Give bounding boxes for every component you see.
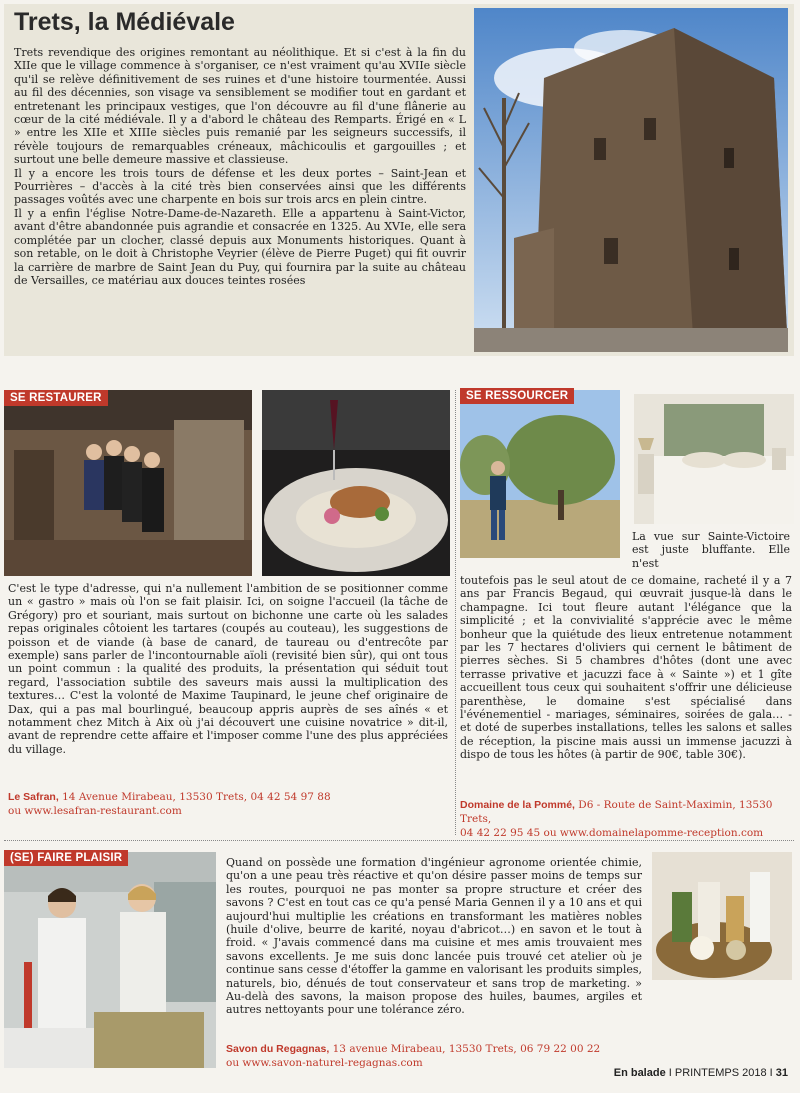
restaurant-name: Le Safran, (8, 791, 59, 803)
article-paragraph: Il y a encore les trois tours de défense et les deux portes – Saint-Jean et Pourrières – d'accès à la cité très bien conservées ainsi que les différents passages voûtés avec une charpente en bois sur trois arcs en plein cintre. (14, 166, 466, 207)
dish-photo (262, 390, 450, 576)
domaine-text: toutefois pas le seul atout de ce domaine, racheté il y a 7 ans par Francis Begaud, qui œuvrait jusque-là dans le champagne. Ici tout fleure autant l'élégance que la simplicité ; et la convivialité s'apprécie avec le même bonheur que la quiétude des lieux entretenue notamment par les 7 hectares d'oliviers qui cernent le bâtiment de pierres sèches. Si 5 chambres d'hôtes (dont une avec terrasse privative et jacuzzi face à « Sainte ») et 1 gîte accueillent tous ceux qui souhaitent s'offrir une délicieuse parenthèse, le domaine s'est spécialisé dans l'événementiel - mariages, séminaires, soirées de gala… - et doté de superbes installations, telles les salons et salles de réception, la piscine mais aussi un immense jacuzzi à dispo de tous les hôtes (à partir de 90€, table 30€). (460, 574, 792, 762)
domaine-text-side: La vue sur Sainte-Victoire est juste bluffante. Elle n'est (632, 530, 790, 570)
section-divider (4, 840, 794, 841)
soap-makers-photo (4, 852, 216, 1068)
savon-address-line: 13 avenue Mirabeau, 13530 Trets, 06 79 22 00 22 (329, 1043, 601, 1055)
article-body (14, 46, 466, 287)
domaine-address-line: D6 - Route de Saint-Maximin, 13530 Trets, (460, 799, 773, 825)
bedroom-photo (634, 394, 794, 524)
savon-name: Savon du Regagnas, (226, 1043, 330, 1055)
column-divider (455, 390, 456, 835)
article-paragraph: Il y a enfin l'église Notre-Dame-de-Nazareth. Elle a appartenu à Saint-Victor, avant d'être abandonnée puis agrandie et consacrée en 1325. Au XVIe, elle sera complétée par un clocher, classé depuis aux Monuments historiques. Quant à son retable, on le doit à Christophe Veyrier (élève de Pierre Puget) qui fit ouvrir la carrière de marbre de Saint Jean du Puy, qui fournira par la suite au château de Versailles, ce matériau aux douces teintes rosées (14, 206, 466, 287)
section-label-se-ressourcer: SE RESSOURCER (460, 388, 574, 404)
restaurant-text: C'est le type d'adresse, qui n'a nullement l'ambition de se positionner comme un « gastro » mais où l'on se fait plaisir. Ici, on soigne l'accueil (la tâche de Grégory) pro et souriant, mais surtout on bichonne une carte où les salades repas originales côtoient les tartares (coupés au couteau), les suggestions de poisson et de viande (à base de canard, de taureau ou d'entrecôte par exemple) sans parler de l'incontournable aïoli (revisité bien sûr), qui ont tous un point commun : la qualité des produits, la présentation qui séduit tout regard, l'association subtile des saveurs mais aussi la multiplication des textures… C'est la volonté de Maxime Taupinard, le jeune chef originaire de Dax, qui a pas mal bourlingué, beaucoup appris auprès de ses aînés « et notamment chez Mitch à Aix où j'ai découvert une cuisine novatrice » dit-il, avant de reprendre cette affaire et l'imposer comme l'une des plus appréciées du village. (8, 582, 448, 756)
savon-website-link[interactable]: ou www.savon-naturel-regagnas.com (226, 1057, 423, 1069)
domaine-website-link[interactable]: 04 42 22 95 45 ou www.domainelapomme-reception.com (460, 827, 764, 839)
section-label-se-faire-plaisir: (SE) FAIRE PLAISIR (4, 850, 128, 866)
restaurant-address (8, 790, 452, 818)
article-title: Trets, la Médiévale (14, 8, 235, 36)
savon-text: Quand on possède une formation d'ingénieur agronome orientée chimie, qu'on a une peau très réactive et qu'on désire passer moins de temps sur les routes, pourquoi ne pas monter sa propre structure et créer des savons ? C'est en tout cas ce qu'a pensé Maria Gennen il y a 10 ans et qui aujourd'hui multiplie les créations en transformant les matières nobles (huile d'olive, beurre de karité, noyau d'abricot…) en savon et le tout à froid. « J'avais commencé dans ma cuisine et mes amis trouvaient mes savons excellents. Je me suis donc lancée puis trouvé cet atelier où je continue sans cesse d'étoffer la gamme en valorisant les produits simples, naturels, bio, dénués de tout conservateur et sans trop de marketing. » Au-delà des savons, la maison propose des huiles, baumes, argiles et autres nettoyants pour une tolérance zéro. (226, 856, 642, 1017)
castle-photo (474, 8, 788, 352)
issue-label: PRINTEMPS 2018 (674, 1067, 767, 1079)
olive-grove-photo (460, 390, 620, 558)
restaurant-address-line: 14 Avenue Mirabeau, 13530 Trets, 04 42 54 97 88 (58, 791, 331, 803)
article-paragraph: Trets revendique des origines remontant au néolithique. Et si c'est à la fin du XIIe que le village commence à s'organiser, ce n'est vraiment qu'au XVIIe siècle qu'il se relève définitivement de ses ruines et d'une histoire tourmentée. Aussi au fil des décennies, son visage va sensiblement se modifier tout en gardant et entretenant les principaux vestiges, que l'on découvre au fil d'une flânerie au cœur de la cité médiévale. Il y a d'abord le château des Remparts. Érigé en « L » entre les XIIe et XIIIe siècles puis remanié par les seigneurs successifs, il révèle toujours de remarquables créneaux, mâchicoulis et gargouilles ; et surtout une belle demeure massive et classieuse. (14, 46, 466, 167)
footer-separator: I (766, 1067, 776, 1079)
footer-separator: I (665, 1067, 675, 1079)
page-number: 31 (775, 1067, 788, 1079)
soap-products-photo (652, 852, 792, 980)
savon-address (226, 1042, 646, 1070)
restaurant-team-photo (4, 390, 252, 576)
domaine-name: Domaine de la Pommé, (460, 799, 575, 811)
restaurant-website-link[interactable]: ou www.lesafran-restaurant.com (8, 805, 182, 817)
domaine-address (460, 798, 794, 840)
page-footer (614, 1067, 788, 1079)
section-label-se-restaurer: SE RESTAURER (4, 390, 108, 406)
magazine-name: En balade (613, 1067, 666, 1079)
